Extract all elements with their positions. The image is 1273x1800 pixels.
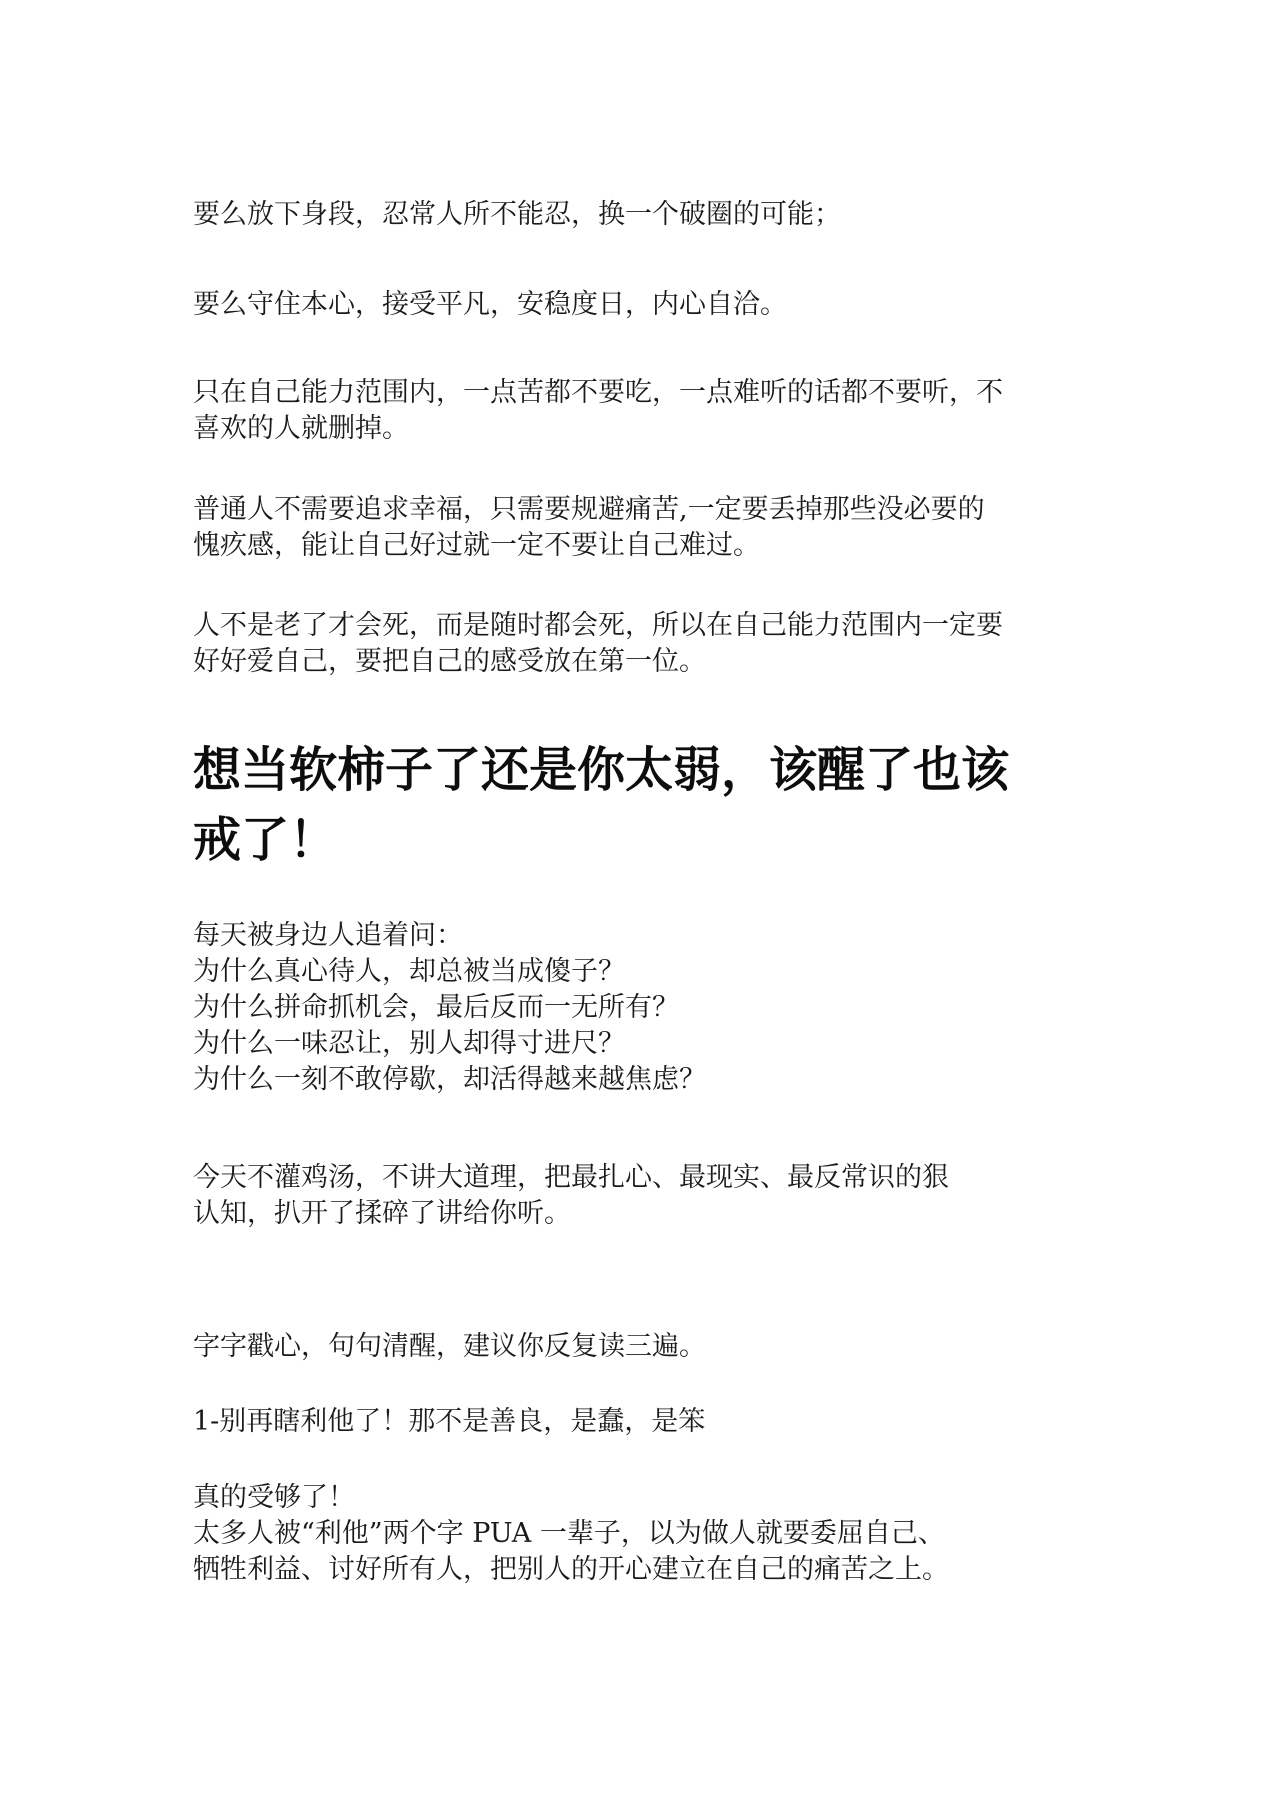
text-line: 为什么拼命抓机会，最后反而一无所有？ <box>193 992 679 1023</box>
text-line: 1-别再瞎利他了！那不是善良，是蠢，是笨 <box>193 1406 706 1437</box>
paragraph-fed-up <box>193 1480 1093 1588</box>
paragraph-lower-status <box>193 197 1093 233</box>
paragraph-point-one-title <box>193 1404 1093 1440</box>
paragraph-no-chicken-soup <box>193 1160 1093 1232</box>
text-line: 牺牲利益、讨好所有人，把别人的开心建立在自己的痛苦之上。 <box>193 1554 949 1585</box>
paragraph-questions <box>193 918 1093 1098</box>
paragraph-within-ability <box>193 375 1093 447</box>
heading-line: 想当软柿子了还是你太弱，该醒了也该 <box>193 742 1010 798</box>
text-line: 只在自己能力范围内，一点苦都不要吃，一点难听的话都不要听，不 <box>193 377 1003 408</box>
text-line: 太多人被“利他”两个字 PUA 一辈子，以为做人就要委屈自己、 <box>193 1518 945 1549</box>
text-line: 喜欢的人就删掉。 <box>193 413 409 444</box>
paragraph-read-three-times <box>193 1329 1093 1365</box>
text-line: 愧疚感，能让自己好过就一定不要让自己难过。 <box>193 530 760 561</box>
paragraph-love-yourself <box>193 608 1093 680</box>
text-line: 要么守住本心，接受平凡，安稳度日，内心自洽。 <box>193 289 787 320</box>
text-line: 字字戳心，句句清醒，建议你反复读三遍。 <box>193 1331 706 1362</box>
section-heading <box>193 735 1093 875</box>
text-line: 每天被身边人追着问： <box>193 920 463 951</box>
text-line: 为什么一刻不敢停歇，却活得越来越焦虑？ <box>193 1064 706 1095</box>
text-line: 人不是老了才会死，而是随时都会死，所以在自己能力范围内一定要 <box>193 610 1003 641</box>
text-line: 今天不灌鸡汤，不讲大道理，把最扎心、最现实、最反常识的狠 <box>193 1162 949 1193</box>
text-line: 要么放下身段，忍常人所不能忍，换一个破圈的可能； <box>193 199 841 230</box>
text-line: 认知，扒开了揉碎了讲给你听。 <box>193 1198 571 1229</box>
text-line: 普通人不需要追求幸福，只需要规避痛苦,一定要丢掉那些没必要的 <box>193 494 985 525</box>
text-line: 好好爱自己，要把自己的感受放在第一位。 <box>193 646 706 677</box>
text-line: 为什么真心待人，却总被当成傻子？ <box>193 956 625 987</box>
paragraph-avoid-pain <box>193 492 1093 564</box>
text-line: 为什么一味忍让，别人却得寸进尺？ <box>193 1028 625 1059</box>
paragraph-keep-heart <box>193 287 1093 323</box>
heading-line: 戒了！ <box>193 812 338 868</box>
text-line: 真的受够了！ <box>193 1482 355 1513</box>
